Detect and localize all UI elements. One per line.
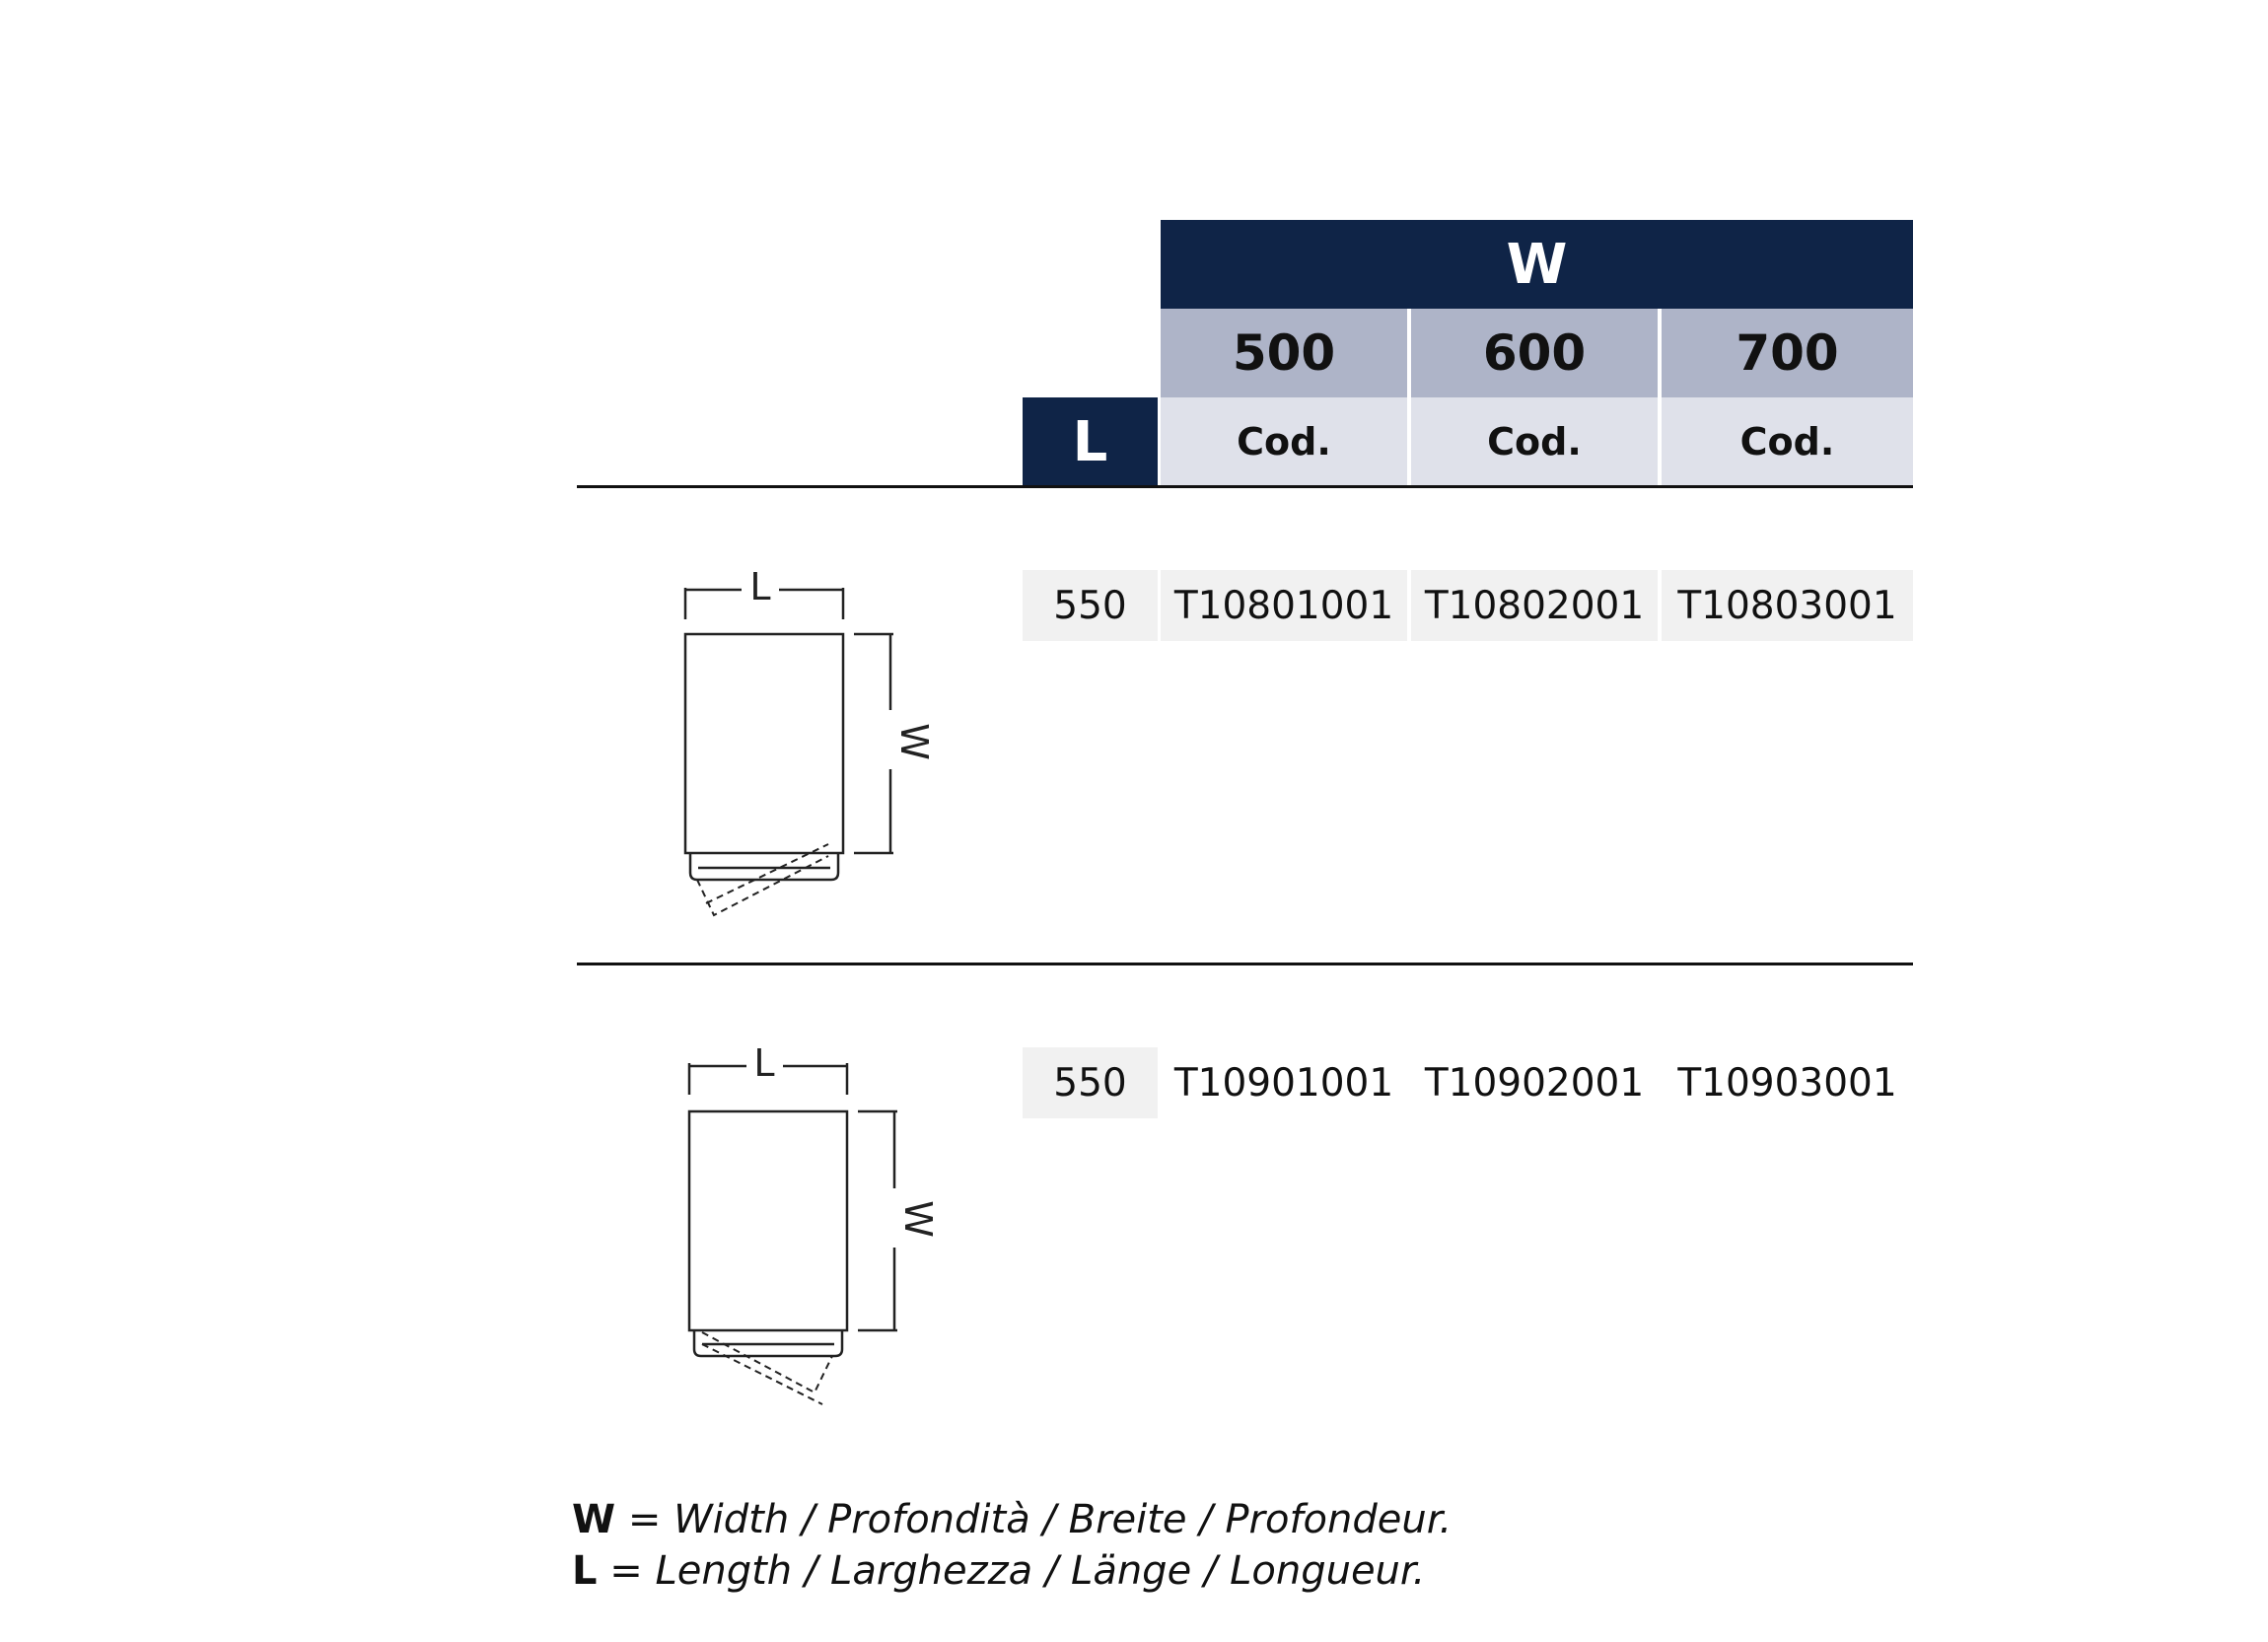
width-700-header: 700 (1662, 309, 1913, 397)
row1-length-cell: 550 (1023, 570, 1158, 641)
width-header: W (1161, 220, 1913, 309)
legend-length-text: = Length / Larghezza / Länge / Longueur. (609, 1548, 1426, 1594)
drawing1-width-label: W (892, 723, 936, 760)
legend-width-text: = Width / Profondità / Breite / Profondeur. (627, 1497, 1453, 1542)
row1-code-700: T10803001 (1662, 570, 1913, 641)
row1-code-500: T10801001 (1161, 570, 1407, 641)
row1-code-600: T10802001 (1411, 570, 1658, 641)
row2-code-500: T10901001 (1173, 1060, 1394, 1106)
legend-width (572, 1497, 1452, 1542)
width-600-header: 600 (1411, 309, 1658, 397)
code-header-700: Cod. (1662, 397, 1913, 486)
code-header-500: Cod. (1161, 397, 1407, 486)
length-header: L (1023, 397, 1158, 486)
drawing2-width-label: W (896, 1200, 940, 1238)
drawing1-length-label: L (749, 565, 771, 608)
drawing2-length-label: L (753, 1041, 775, 1085)
row2-code-600: T10902001 (1424, 1060, 1645, 1106)
code-header-600: Cod. (1411, 397, 1658, 486)
row2-code-700: T10903001 (1677, 1060, 1897, 1106)
legend-length (572, 1548, 1425, 1594)
legend-length-key: L (572, 1548, 598, 1594)
legend-width-key: W (572, 1497, 616, 1542)
width-500-header: 500 (1161, 309, 1407, 397)
row2-length-cell: 550 (1023, 1047, 1158, 1118)
